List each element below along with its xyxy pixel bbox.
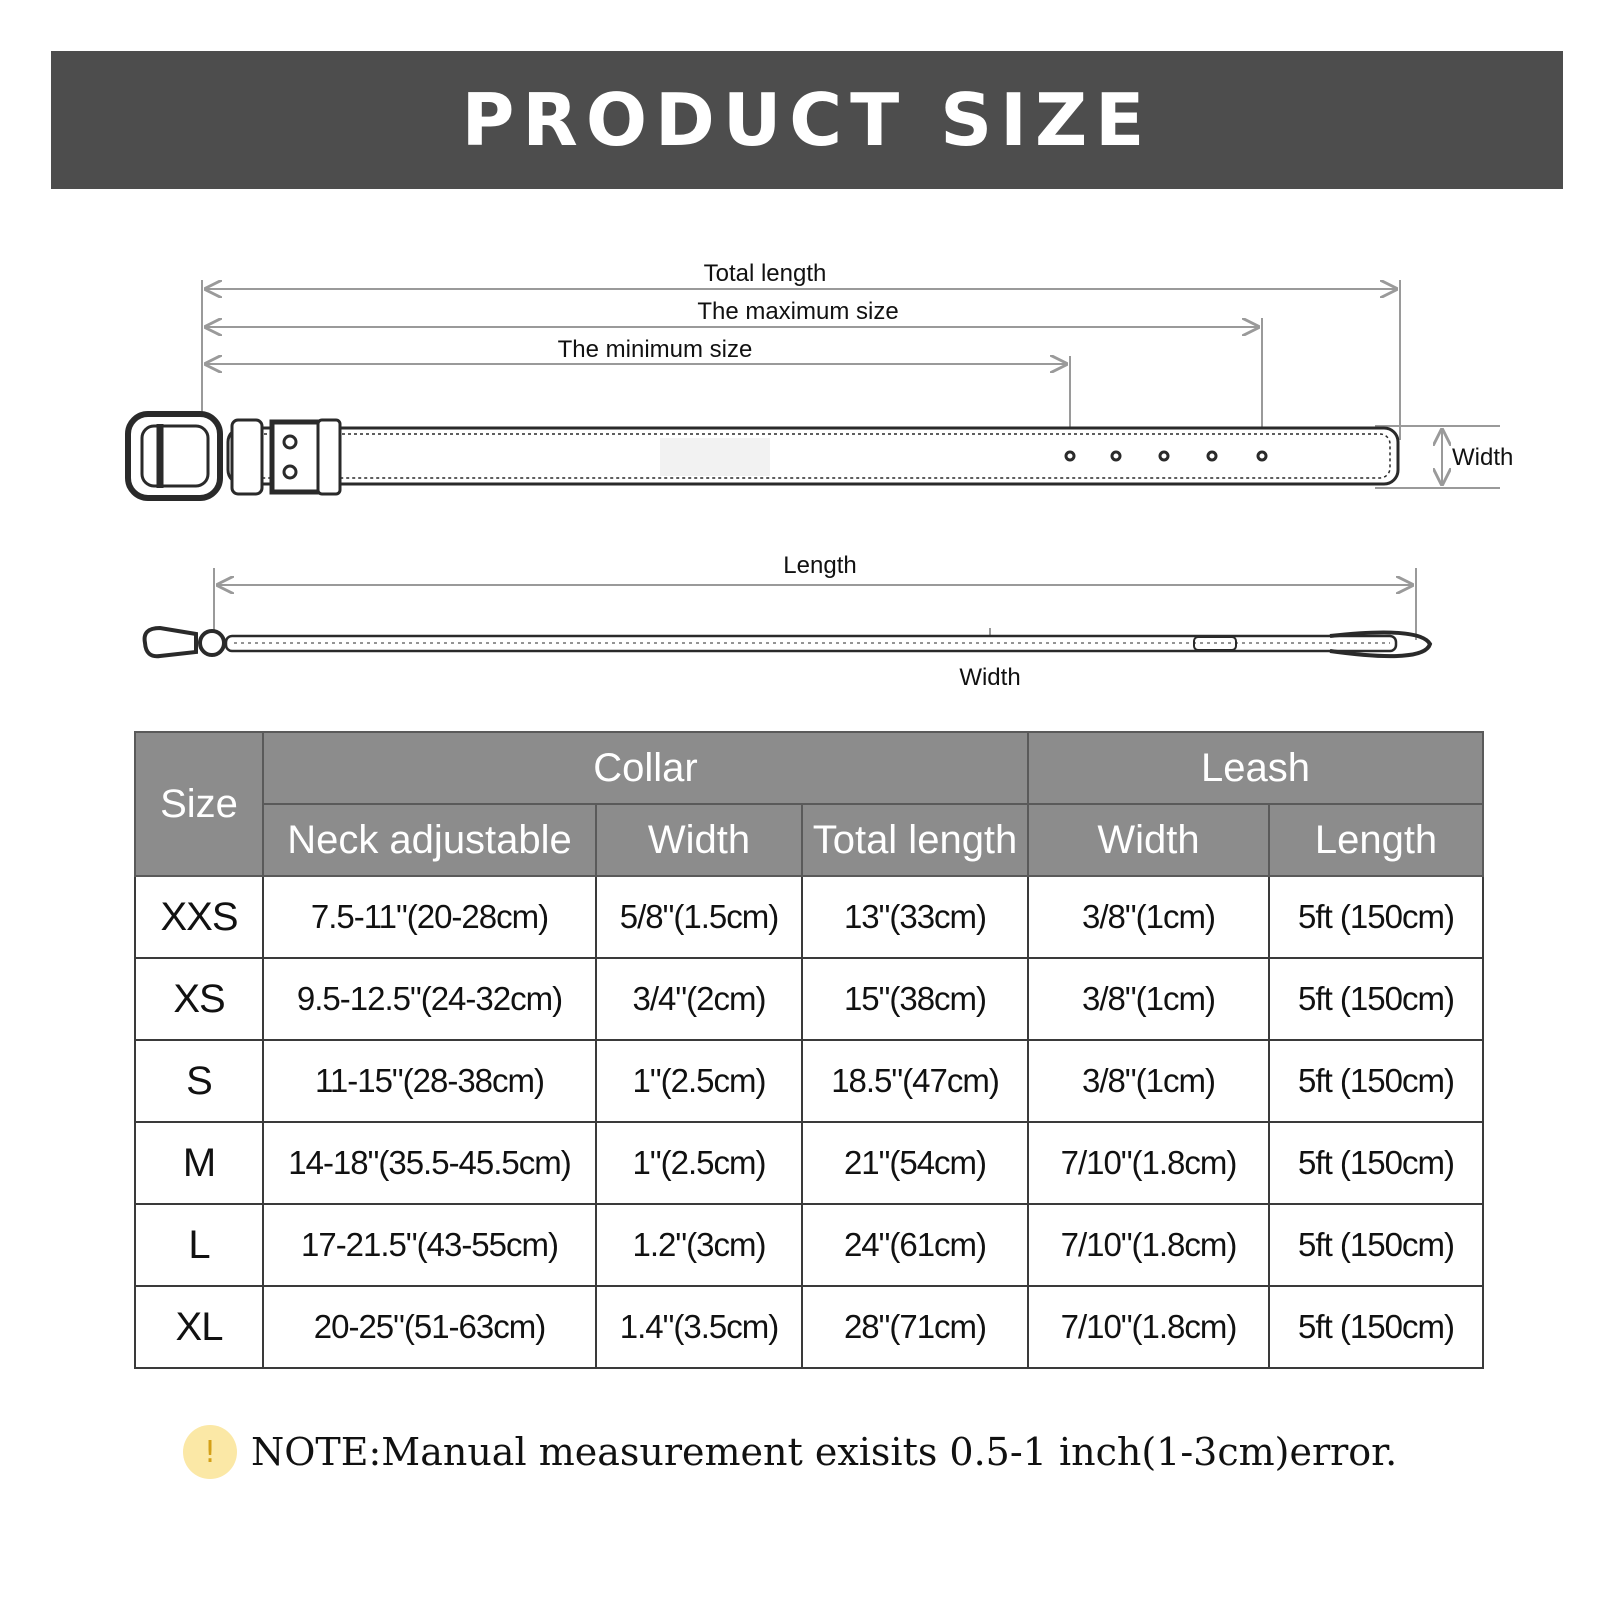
leash-width-cell: 3/8"(1cm) [1028,1040,1269,1122]
size-cell: S [135,1040,263,1122]
table-row [135,1122,1483,1204]
col-leash-width: Width [1028,804,1269,876]
collar-width-label: Width [1452,444,1514,471]
neck-cell: 7.5-11"(20-28cm) [263,876,596,958]
size-cell: XL [135,1286,263,1368]
total-length-label: Total length [703,260,827,287]
neck-cell: 14-18"(35.5-45.5cm) [263,1122,596,1204]
leash-length-label: Length [783,552,857,579]
neck-cell: 9.5-12.5"(24-32cm) [263,958,596,1040]
leash-length-cell: 5ft (150cm) [1269,958,1483,1040]
leash-length-cell: 5ft (150cm) [1269,1204,1483,1286]
total-length-cell: 21"(54cm) [802,1122,1028,1204]
measurement-note [183,1422,1397,1482]
size-table [134,731,1484,1369]
table-row [135,1204,1483,1286]
page-title: PRODUCT SIZE [461,78,1153,162]
table-row [135,876,1483,958]
size-cell: XS [135,958,263,1040]
collar-width-cell: 1.4"(3.5cm) [596,1286,802,1368]
col-total-length: Total length [802,804,1028,876]
leash-length-cell: 5ft (150cm) [1269,1040,1483,1122]
collar-width-cell: 1"(2.5cm) [596,1040,802,1122]
leash-width-cell: 3/8"(1cm) [1028,958,1269,1040]
col-collar-width: Width [596,804,802,876]
neck-cell: 20-25"(51-63cm) [263,1286,596,1368]
total-length-cell: 13"(33cm) [802,876,1028,958]
col-neck-adjustable: Neck adjustable [263,804,596,876]
total-length-cell: 15"(38cm) [802,958,1028,1040]
leash-header: Leash [1028,732,1483,804]
collar-drawing [128,414,1398,498]
note-text: NOTE:Manual measurement exisits 0.5-1 inch(1-3cm)error. [251,1430,1398,1474]
size-cell: M [135,1122,263,1204]
leash-width-cell: 7/10"(1.8cm) [1028,1122,1269,1204]
min-size-label: The minimum size [557,336,753,363]
leash-length-cell: 5ft (150cm) [1269,1122,1483,1204]
neck-cell: 17-21.5"(43-55cm) [263,1204,596,1286]
leash-width-label: Width [959,664,1021,691]
size-cell: XXS [135,876,263,958]
col-leash-length: Length [1269,804,1483,876]
collar-width-cell: 5/8"(1.5cm) [596,876,802,958]
leash-length-cell: 5ft (150cm) [1269,1286,1483,1368]
table-row [135,958,1483,1040]
table-row [135,1286,1483,1368]
leash-drawing [145,628,1430,656]
collar-header: Collar [263,732,1028,804]
collar-width-cell: 3/4"(2cm) [596,958,802,1040]
collar-width-cell: 1.2"(3cm) [596,1204,802,1286]
size-diagram [0,0,1600,720]
max-size-label: The maximum size [697,298,899,325]
neck-cell: 11-15"(28-38cm) [263,1040,596,1122]
table-row [135,1040,1483,1122]
total-length-cell: 24"(61cm) [802,1204,1028,1286]
leash-width-cell: 3/8"(1cm) [1028,876,1269,958]
collar-width-cell: 1"(2.5cm) [596,1122,802,1204]
exclamation-icon: ! [183,1425,237,1479]
total-length-cell: 18.5"(47cm) [802,1040,1028,1122]
size-header: Size [135,732,263,876]
leash-length-cell: 5ft (150cm) [1269,876,1483,958]
leash-width-cell: 7/10"(1.8cm) [1028,1204,1269,1286]
total-length-cell: 28"(71cm) [802,1286,1028,1368]
leash-width-cell: 7/10"(1.8cm) [1028,1286,1269,1368]
size-cell: L [135,1204,263,1286]
